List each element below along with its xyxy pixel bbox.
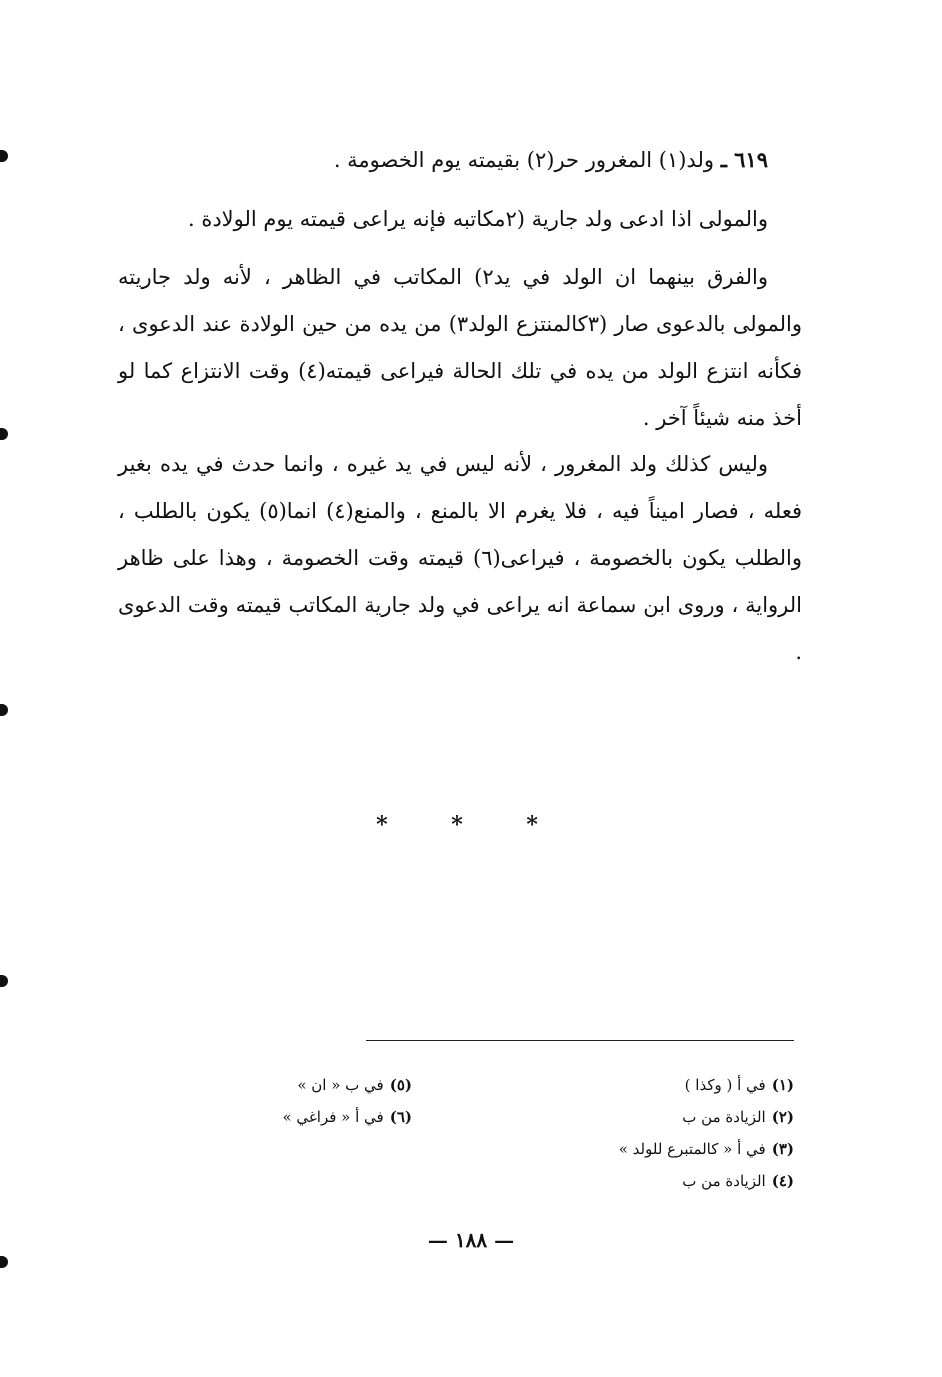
footnote-number: (٤) bbox=[771, 1172, 794, 1190]
scan-margin-mark bbox=[0, 150, 8, 162]
footnote-number: (١) bbox=[771, 1076, 794, 1094]
paragraph-text: والفرق بينهما ان الولد في يد٢) المكاتب في الظاهر ، لأنه ولد جاريته والمولى بالدعوى صار (٣كالمنتزع الولد٣) من يده من حين الولادة عند الدعوى ، فكأنه انتزع الولد من يده في تلك الحالة فيراعى قيمته(٤) وقت الانتزاع كما لو أخذ منه شيئاً آخر . bbox=[118, 265, 803, 430]
paragraph-text: والمولى اذا ادعى ولد جارية (٢مكاتبه فإنه يراعى قيمته يوم الولادة . bbox=[187, 207, 768, 231]
footnote bbox=[180, 1069, 412, 1101]
paragraph-1 bbox=[118, 196, 802, 243]
scan-margin-mark bbox=[0, 1256, 8, 1268]
footnote bbox=[520, 1165, 794, 1197]
paragraph-2 bbox=[118, 254, 802, 442]
scan-margin-mark bbox=[0, 704, 8, 716]
footnote-text: في أ ( وكذا ) bbox=[684, 1076, 766, 1094]
scan-margin-mark bbox=[0, 975, 8, 987]
footnote bbox=[520, 1133, 794, 1165]
section-separator: * * * bbox=[376, 812, 566, 838]
footnote-text: في أ « فراغي » bbox=[282, 1108, 384, 1126]
entry-title: ولد(١) المغرور حر(٢) بقيمته يوم الخصومة . bbox=[333, 148, 714, 172]
footnote bbox=[520, 1069, 794, 1101]
page-number: — ١٨٨ — bbox=[427, 1228, 515, 1252]
footnotes-left-column bbox=[180, 1069, 412, 1133]
entry-heading bbox=[118, 136, 768, 184]
scan-margin-mark bbox=[0, 428, 8, 440]
footnote-text: الزيادة من ب bbox=[682, 1108, 766, 1126]
entry-number: ٦١٩ ـ bbox=[720, 147, 768, 172]
footnote bbox=[520, 1101, 794, 1133]
footnote bbox=[180, 1101, 412, 1133]
footnote-divider bbox=[366, 1040, 794, 1041]
footnote-number: (٣) bbox=[771, 1140, 794, 1158]
paragraph-text: وليس كذلك ولد المغرور ، لأنه ليس في يد غيره ، وانما حدث في يده بغير فعله ، فصار اميناً فيه ، فلا يغرم الا بالمنع ، والمنع(٤) انما(٥) يكون بالطلب ، والطلب يكون بالخصومة ، فيراعى(٦) قيمته وقت الخصومة ، وهذا على ظاهر الرواية ، وروى ابن سماعة انه يراعى في ولد جارية المكاتب قيمته وقت الدعوى . bbox=[118, 452, 802, 664]
paragraph-3 bbox=[118, 441, 802, 676]
footnote-number: (٥) bbox=[389, 1076, 412, 1094]
footnote-number: (٦) bbox=[389, 1108, 412, 1126]
footnote-number: (٢) bbox=[771, 1108, 794, 1126]
footnote-text: الزيادة من ب bbox=[682, 1172, 766, 1190]
footnote-text: في ب « ان » bbox=[297, 1076, 384, 1094]
footnotes-right-column bbox=[520, 1069, 794, 1197]
footnote-text: في أ « كالمتبرع للولد » bbox=[618, 1140, 766, 1158]
